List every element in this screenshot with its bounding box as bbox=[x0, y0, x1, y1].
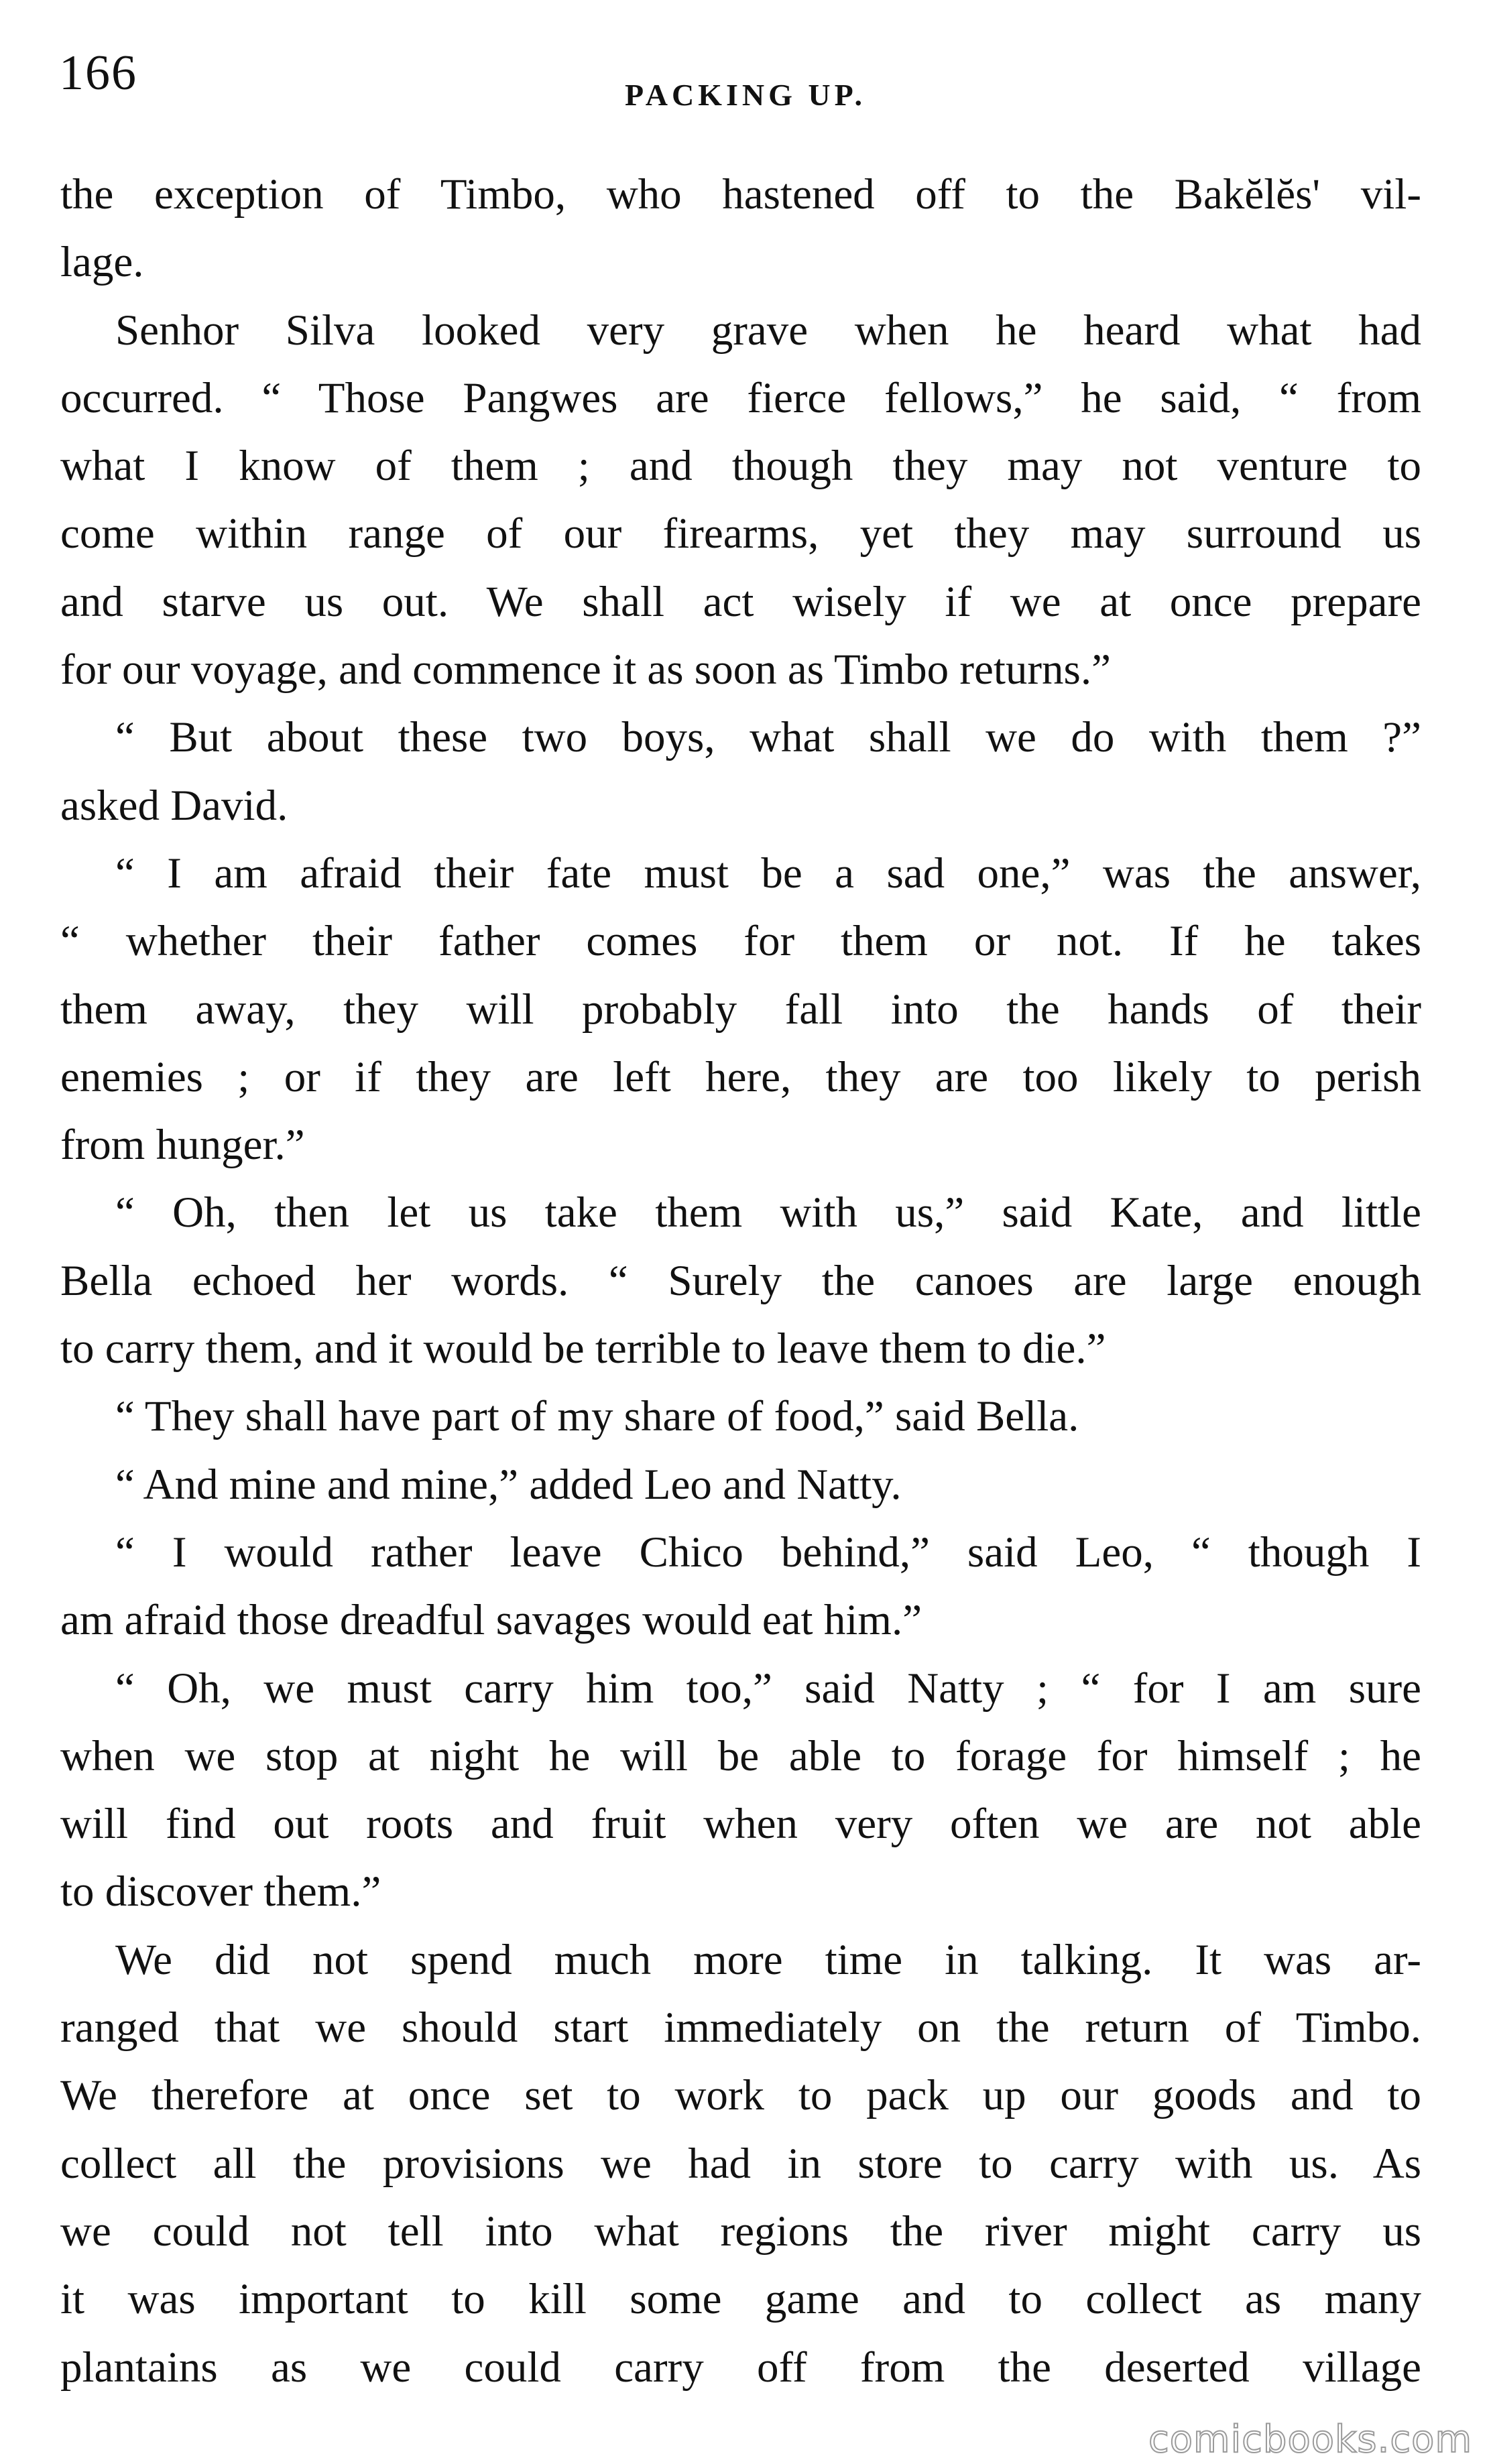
text-line: what I know of them ; and though they may not venture to bbox=[60, 442, 1421, 491]
running-title: PACKING UP. bbox=[625, 78, 866, 112]
text-line: “ I would rather leave Chico behind,” said Leo, “ though I bbox=[115, 1528, 1421, 1577]
text-line: “ Oh, we must carry him too,” said Natty ; “ for I am sure bbox=[115, 1664, 1421, 1713]
text-line: Senhor Silva looked very grave when he heard what had bbox=[115, 306, 1421, 355]
text-line: the exception of Timbo, who hastened off to the Bakĕlĕs' vil- bbox=[60, 170, 1421, 219]
text-line: ranged that we should start immediately on the return of Timbo. bbox=[60, 2004, 1421, 2052]
text-line: for our voyage, and commence it as soon as Timbo returns.” bbox=[60, 645, 1111, 694]
text-line: Bella echoed her words. “ Surely the canoes are large enough bbox=[60, 1256, 1421, 1305]
text-line: from hunger.” bbox=[60, 1121, 305, 1170]
text-line: “ Oh, then let us take them with us,” said Kate, and little bbox=[115, 1188, 1421, 1237]
text-line: to carry them, and it would be terrible to leave them to die.” bbox=[60, 1325, 1106, 1373]
text-line: collect all the provisions we had in store to carry with us. As bbox=[60, 2139, 1421, 2188]
text-line: when we stop at night he will be able to forage for himself ; he bbox=[60, 1731, 1421, 1780]
text-line: “ They shall have part of my share of food,” said Bella. bbox=[115, 1392, 1079, 1441]
text-line: and starve us out. We shall act wisely if we at once prepare bbox=[60, 577, 1421, 626]
text-line: “ whether their father comes for them or not. If he takes bbox=[60, 917, 1421, 966]
text-line: plantains as we could carry off from the deserted village bbox=[60, 2343, 1421, 2392]
text-line: am afraid those dreadful savages would eat him.” bbox=[60, 1596, 922, 1645]
text-line: occurred. “ Those Pangwes are fierce fellows,” he said, “ from bbox=[60, 373, 1421, 422]
text-line: come within range of our firearms, yet they may surround us bbox=[60, 509, 1421, 558]
text-line: it was important to kill some game and to collect as many bbox=[60, 2275, 1421, 2324]
text-line: we could not tell into what regions the river might carry us bbox=[60, 2207, 1421, 2256]
text-line: them away, they will probably fall into the hands of their bbox=[60, 985, 1421, 1034]
text-line: We did not spend much more time in talking. It was ar- bbox=[115, 1935, 1421, 1984]
text-line: asked David. bbox=[60, 781, 288, 830]
body-text bbox=[60, 161, 1421, 2402]
text-line: lage. bbox=[60, 238, 144, 287]
text-line: will find out roots and fruit when very often we are not able bbox=[60, 1800, 1421, 1849]
text-line: We therefore at once set to work to pack up our goods and to bbox=[60, 2071, 1421, 2120]
text-line: “ And mine and mine,” added Leo and Natty. bbox=[115, 1460, 902, 1509]
page-number: 166 bbox=[59, 46, 137, 101]
text-line: “ But about these two boys, what shall we do with them ?” bbox=[115, 713, 1421, 762]
watermark: comicbooks.com bbox=[1148, 2418, 1472, 2461]
text-line: “ I am afraid their fate must be a sad one,” was the answer, bbox=[115, 849, 1421, 898]
text-line: to discover them.” bbox=[60, 1867, 381, 1916]
text-line: enemies ; or if they are left here, they are too likely to perish bbox=[60, 1052, 1421, 1101]
